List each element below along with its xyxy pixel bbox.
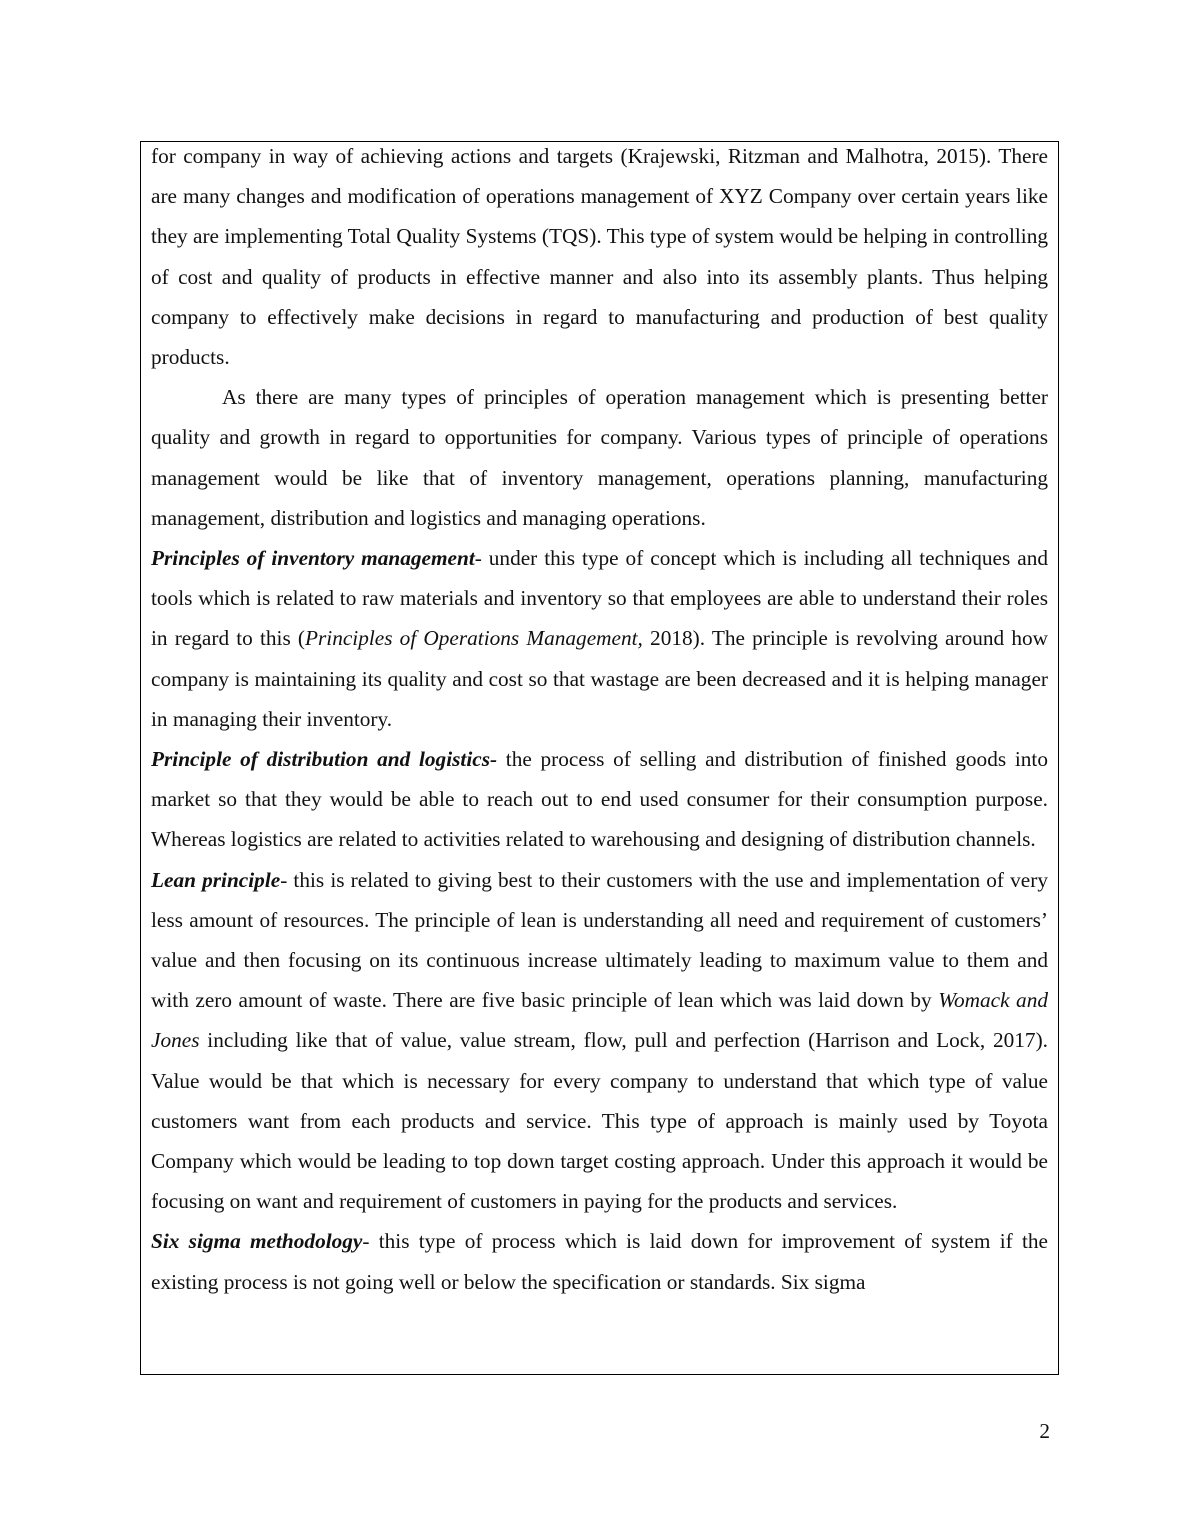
paragraph-lean-principle [151,860,1048,1222]
section-heading: Principles of inventory management [151,546,475,571]
section-heading: Lean principle [151,867,281,892]
paragraph-text: 2018). The principle is revolving around how company is maintaining its quality and cost so that wastage are been decreased and it is helping manager in managing their inventory. [151,626,1049,731]
section-heading: Principle of distribution and logistics- [151,747,498,772]
paragraph-six-sigma [151,1221,1048,1301]
citation-italic: Principles of Operations Management, [304,626,643,651]
paragraph-text: - this type of process which is laid down for improvement of system if the existing process is not going well or below the specification or standards. Six sigma [151,1229,1048,1294]
paragraph-principles-intro [151,377,1048,538]
paragraph-distribution-logistics [151,739,1048,860]
paragraph-inventory-management [151,538,1048,739]
paragraph-text: including like that of value, value stream, flow, pull and perfection (Harrison and Lock, 2017). Value would be that which is necessary for every company to understand that which type of value customers want from each products and service. This type of approach is mainly used by Toyota Company which would be leading to top down target costing approach. Under this approach it would be focusing on want and requirement of customers in paying for the products and services. [151,1028,1048,1214]
paragraph-text: for company in way of achieving actions and targets (Krajewski, Ritzman and Malhotra, 2015). There are many changes and modification of operations management of XYZ Company over certain years like they are implementing Total Quality Systems (TQS). This type of system would be helping in controlling of cost and quality of products in effective manner and also into its assembly plants. Thus helping company to effectively make decisions in regard to manufacturing and production of best quality products. [151,144,1048,370]
paragraph-text: - this is related to giving best to their customers with the use and implementation of very less amount of resources. The principle of lean is understanding all need and requirement of customers’ value and then focusing on its continuous increase ultimately leading to maximum value to them and with zero amount of waste. There are five basic principle of lean which was laid down by [151,867,1048,1013]
author-names-italic: Womack and Jones [151,988,1048,1053]
section-heading: Six sigma methodology [151,1229,363,1254]
paragraph-continuation [151,141,1048,377]
paragraph-text: - under this type of concept which is including all techniques and tools which is related to raw materials and inventory so that employees are able to understand their roles in regard to this ( [151,546,1048,651]
body-text-frame [140,141,1059,1375]
paragraph-text: the process of selling and distribution of finished goods into market so that they would be able to reach out to end used consumer for their consumption purpose. Whereas logistics are related to activities related to warehousing and designing of distribution channels. [151,747,1048,852]
page-number: 2 [1039,1419,1050,1443]
body-text [151,141,1048,1302]
paragraph-text: As there are many types of principles of operation management which is presenting better quality and growth in regard to opportunities for company. Various types of principle of operations management would be like that of inventory management, operations planning, manufacturing management, distribution and logistics and managing operations. [151,385,1048,530]
